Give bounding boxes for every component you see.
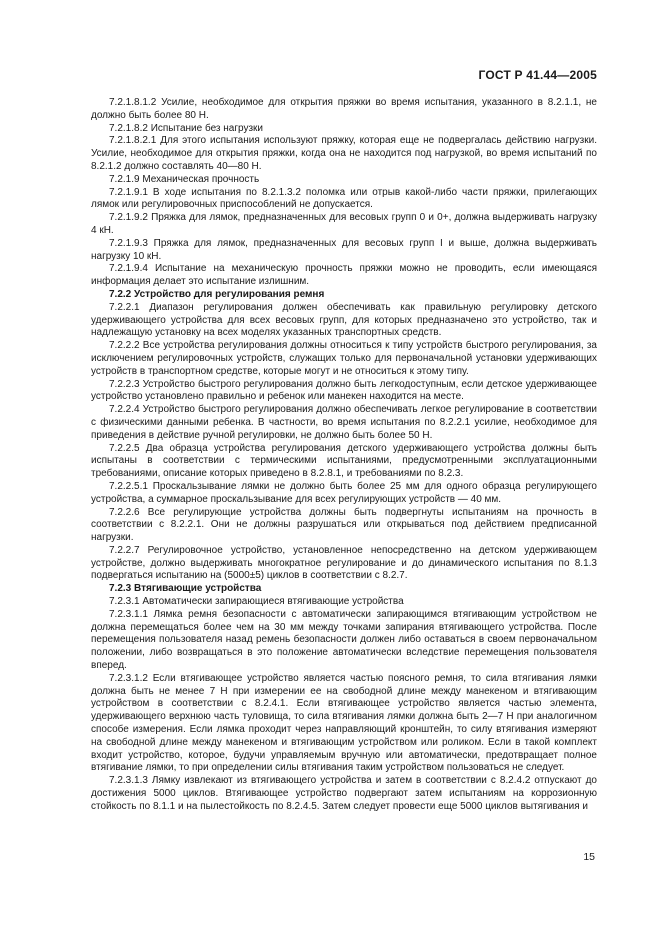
paragraph: 7.2.2.5.1 Проскальзывание лямки не должно быть более 25 мм для одного образца регулирующего устройства, а суммарное проскальзывание для всех регулирующих устройств — 40 мм. xyxy=(91,480,597,505)
paragraph: 7.2.3.1.3 Лямку извлекают из втягивающего устройства и затем в соответствии с 8.2.4.2 отпускают до достижения 5000 циклов. Втягивающее устройство подвергают затем испытаниям на коррозионную стойкость по 8.1.1 и на пылестойкость по 8.2.4.5. Затем следует провести еще 5000 циклов вытягивания и xyxy=(91,775,597,812)
paragraph: 7.2.2.2 Все устройства регулирования должны относиться к типу устройств быстрого регулирования, за исключением регулировочных устройств, служащих только для первоначальной установки удерживающих устройств в транспортном средстве, которые могут и не относиться к этому типу. xyxy=(91,340,597,377)
paragraph: 7.2.1.8.2 Испытание без нагрузки xyxy=(109,122,264,134)
document-number: ГОСТ Р 41.44—2005 xyxy=(478,68,597,82)
paragraph: 7.2.2.1 Диапазон регулирования должен обеспечивать как правильную регулировку детского удерживающего устройства для всех весовых групп, для которых предназначено это устройство, так и надлежащую установку на всех моделях указанных транспортных средств. xyxy=(91,301,597,339)
paragraph: 7.2.1.8.2.1 Для этого испытания используют пряжку, которая еще не подвергалась действию нагрузки. Усилие, необходимое для открытия пряжки, когда она не находится под нагрузкой, во время испытаний по 8.2.1.2 должно составлять 40—80 Н. xyxy=(91,135,597,172)
paragraph: 7.2.2.4 Устройство быстрого регулирования должно обеспечивать легкое регулирование в соответствии с физическими данными ребенка. В частности, во время испытания по 8.2.2.1 усилие, необходимое для приведения в действие ручной регулировки, не должно быть более 50 Н. xyxy=(91,404,597,441)
paragraph: 7.2.1.9.4 Испытание на механическую прочность пряжки можно не проводить, если имеющаяся информация делает это испытание излишним. xyxy=(91,263,597,288)
paragraph: 7.2.2.3 Устройство быстрого регулирования должно быть легкодоступным, если детское удерживающее устройство установлено правильно и ребенок или манекен находится на месте. xyxy=(91,378,597,403)
paragraph: 7.2.1.8.1.2 Усилие, необходимое для открытия пряжки во время испытания, указанного в 8.2.1.1, не должно быть более 80 Н. xyxy=(91,97,597,121)
paragraph: 7.2.1.9.3 Пряжка для лямок, предназначенных для весовых групп I и выше, должна выдерживать нагрузку 10 кН. xyxy=(91,237,597,262)
paragraph: 7.2.1.9.2 Пряжка для лямок, предназначенных для весовых групп 0 и 0+, должна выдерживать нагрузку 4 кН. xyxy=(91,212,597,236)
paragraph: 7.2.2.7 Регулировочное устройство, установленное непосредственно на детском удерживающем устройстве, должно выдерживать многократное регулирование и до динамического испытания по 8.1.3 подвергаться испытанию на (5000±5) циклов в соответствии с 8.2.7. xyxy=(91,544,597,582)
paragraph: 7.2.1.9.1 В ходе испытания по 8.2.1.3.2 поломка или отрыв какой-либо части пряжки, прилегающих лямок или регулировочных приспособлений не допускается. xyxy=(91,186,597,211)
paragraph: 7.2.2.5 Два образца устройства регулирования детского удерживающего устройства должны быть испытаны в соответствии с термическими испытаниями, предусмотренными эксплуатационными требованиями, описание которых приведено в 8.2.8.1, и требованиями по 8.2.3. xyxy=(91,442,597,480)
paragraph: 7.2.2.6 Все регулирующие устройства должны быть подвергнуты испытаниям на прочность в соответствии с 8.2.2.1. Они не должны разрушаться или открываться под действием предписанной нагрузки. xyxy=(91,506,597,544)
paragraph: 7.2.3.1.2 Если втягивающее устройство является частью поясного ремня, то сила втягивания лямки должна быть не менее 7 Н при измерении ее на свободной длине между манекеном и втягивающим устройством в соответствии с 8.2.4.1. Если втягивающее устройство является частью элемента, удерживающего верхнюю часть туловища, то сила втягивания лямки должна быть 2—7 Н при аналогичном способе измерения. Если лямка проходит через направляющий кронштейн, то силу втягивания измеряют на свободной длине между манекеном и втягивающим устройством или роликом. Если в такой комплект входит устройство, которое, будучи управляемым вручную или автоматически, предотвращает полное втягивание лямки, то при определении силы втягивания таким устройством пользоваться не следует. xyxy=(91,672,597,774)
document-body xyxy=(91,97,597,814)
paragraph: 7.2.1.9 Механическая прочность xyxy=(109,173,260,185)
page-number: 15 xyxy=(583,851,595,863)
paragraph: 7.2.3.1.1 Лямка ремня безопасности с автоматически запирающимся втягивающим устройством не должна перемещаться более чем на 30 мм между точками запирания втягивающего устройства. После перемещения пользователя назад ремень безопасности должен либо оставаться в своем первоначальном положении, либо возвращаться в это положение автоматически вследствие перемещения пользователя вперед. xyxy=(91,608,597,672)
paragraph: 7.2.3.1 Автоматически запирающиеся втягивающие устройства xyxy=(109,596,404,608)
section-heading: 7.2.2 Устройство для регулирования ремня xyxy=(109,288,325,300)
section-heading: 7.2.3 Втягивающие устройства xyxy=(109,583,262,595)
